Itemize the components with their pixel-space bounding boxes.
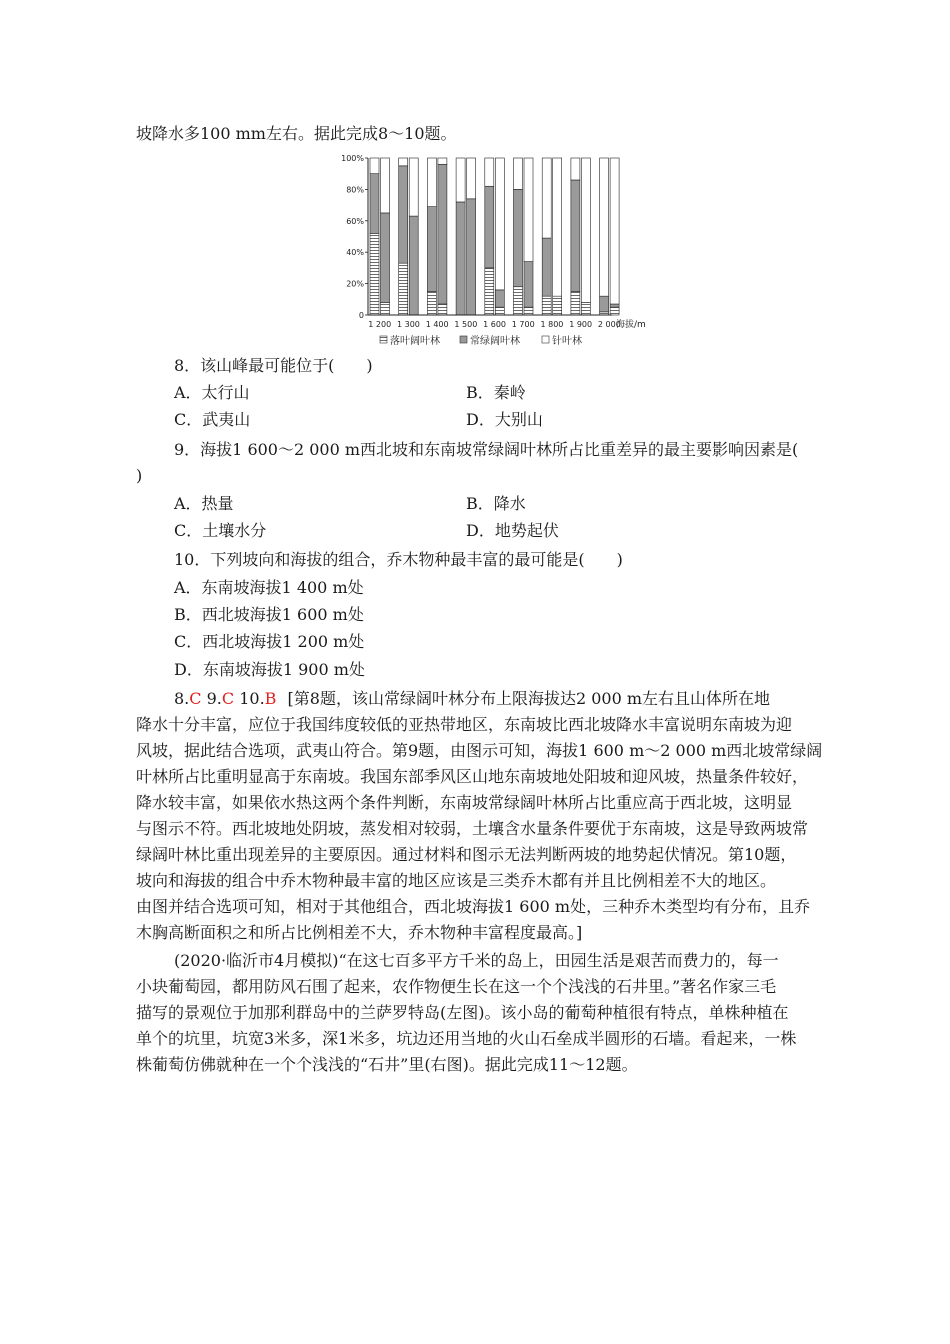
explanation-line-8: 坡向和海拔的组合中乔木物种最丰富的地区应该是三类乔木都有并且比例相差不大的地区。 [136, 871, 777, 890]
x-axis-label: 海拔/m [616, 320, 646, 330]
bar-segment-se-0 [524, 307, 533, 315]
legend-label-evergreen: 常绿阔叶林 [470, 336, 520, 347]
explanation-line-6: 与图示不符。西北坡地处阴坡，蒸发相对较弱，土壤含水量条件要优于东南坡，这是导致两坡常 [136, 819, 809, 838]
bar-segment-nw-0 [485, 268, 494, 315]
bar-segment-se-2 [610, 158, 619, 304]
bar-segment-nw-0 [542, 296, 551, 315]
bar-segment-se-1 [495, 290, 504, 307]
explanation-line-3: 风坡，据此结合选项，武夷山符合。第9题，由图示可知，海拔1 600 m～2 000 m西北坡常绿阔 [136, 741, 823, 760]
explanation-text: [第8题，该山常绿阔叶林分布上限海拔达2 000 m左右且山体所在地 [287, 689, 771, 708]
x-tick-label: 1 700 [511, 320, 535, 329]
bar-segment-nw-1 [514, 189, 523, 286]
q8-option-a: A．太行山 [174, 383, 250, 402]
answer-10-choice: B [264, 689, 277, 708]
bar-segment-se-2 [495, 158, 504, 290]
q9-stem-line2: ) [136, 466, 143, 485]
bar-segment-se-0 [381, 302, 390, 315]
bar-segment-nw-0 [427, 291, 436, 315]
q9-option-c: C．土壤水分 [174, 521, 267, 540]
bar-segment-se-1 [381, 213, 390, 302]
bar-segment-nw-2 [485, 158, 494, 186]
bar-segment-nw-1 [427, 207, 436, 292]
bar-segment-se-1 [524, 262, 533, 308]
bar-segment-se-2 [553, 158, 562, 296]
bar-segment-nw-1 [542, 238, 551, 296]
bar-segment-nw-2 [399, 158, 408, 166]
x-tick-label: 1 600 [483, 320, 507, 329]
passage-line-1: (2020·临沂市4月模拟)“在这七百多平方千米的岛上，田园生活是艰苦而费力的，每一 [174, 951, 779, 970]
q10-option-d: D．东南坡海拔1 900 m处 [174, 660, 365, 679]
passage-line-3: 描写的景观位于加那利群岛中的兰萨罗特岛(左图)。该小岛的葡萄种植很有特点，单株种植在 [136, 1003, 789, 1022]
bar-segment-se-2 [524, 158, 533, 262]
y-tick-label: 0 [358, 311, 364, 320]
legend-label-conifer: 针叶林 [552, 336, 582, 347]
answer-8-choice: C [189, 689, 202, 708]
bar-segment-nw-1 [456, 202, 465, 315]
bar-segment-nw-0 [514, 287, 523, 315]
bar-segment-nw-2 [370, 158, 379, 174]
answer-9-choice: C [221, 689, 235, 708]
bar-segment-nw-2 [600, 158, 609, 296]
bar-segment-nw-2 [456, 158, 465, 202]
answer-9-number: 9. [206, 689, 222, 708]
explanation-line-4: 叶林所占比重明显高于东南坡。我国东部季风区山地东南坡地处阳坡和迎风坡，热量条件较好， [136, 767, 809, 786]
answer-8-number: 8. [174, 689, 190, 708]
q9-option-d: D．地势起伏 [466, 521, 559, 540]
q10-option-b: B．西北坡海拔1 600 m处 [174, 605, 364, 624]
q10-option-c: C．西北坡海拔1 200 m处 [174, 632, 365, 651]
x-tick-label: 2 000 [597, 320, 621, 329]
passage-line-5: 株葡萄仿佛就种在一个个浅浅的“石井”里(右图)。据此完成11～12题。 [136, 1055, 638, 1074]
answer-line-1 [174, 689, 770, 709]
bar-segment-nw-0 [571, 291, 580, 315]
stacked-bar-chart [330, 150, 670, 350]
q8-option-d: D．大别山 [466, 410, 543, 429]
bar-segment-se-0 [553, 296, 562, 315]
q10-option-a: A．东南坡海拔1 400 m处 [174, 578, 364, 597]
bar-segment-se-0 [581, 302, 590, 315]
bar-segment-se-1 [467, 199, 476, 315]
explanation-line-2: 降水十分丰富，应位于我国纬度较低的亚热带地区，东南坡比西北坡降水丰富说明东南坡为迎 [136, 715, 793, 734]
bar-segment-nw-2 [427, 158, 436, 207]
x-tick-label: 1 400 [425, 320, 449, 329]
x-tick-label: 1 900 [569, 320, 593, 329]
x-tick-label: 1 300 [396, 320, 420, 329]
bar-segment-nw-1 [370, 174, 379, 234]
bar-segment-se-2 [381, 158, 390, 213]
legend-swatch-deciduous [380, 336, 387, 343]
y-tick-label: 20% [346, 279, 364, 289]
bar-segment-se-2 [467, 158, 476, 199]
bar-segment-se-2 [409, 158, 418, 216]
bar-segment-se-2 [581, 158, 590, 302]
explanation-line-5: 降水较丰富，如果依水热这两个条件判断，东南坡常绿阔叶林所占比重应高于西北坡，这明显 [136, 793, 793, 812]
bar-segment-se-2 [438, 158, 447, 164]
bar-segment-nw-1 [485, 186, 494, 268]
bar-segment-nw-1 [600, 296, 609, 312]
x-tick-label: 1 500 [454, 320, 478, 329]
bar-segment-nw-1 [571, 180, 580, 291]
intro-text: 坡降水多100 mm左右。据此完成8～10题。 [136, 124, 457, 143]
passage-line-4: 单个的坑里，坑宽3米多，深1米多，坑边还用当地的火山石垒成半圆形的石墙。看起来，一株 [136, 1029, 797, 1048]
explanation-line-10: 木胸高断面积之和所占比例相差不大，乔木物种丰富程度最高。] [136, 923, 583, 942]
explanation-line-9: 由图并结合选项可知，相对于其他组合，西北坡海拔1 600 m处，三种乔木类型均有分布，且乔 [136, 897, 811, 916]
explanation-line-7: 绿阔叶林比重出现差异的主要原因。通过材料和图示无法判断两坡的地势起伏情况。第10题， [136, 845, 797, 864]
legend-swatch-conifer [542, 336, 549, 343]
bar-segment-se-0 [495, 307, 504, 315]
answer-10-number: 10. [239, 689, 265, 708]
bar-segment-se-1 [610, 304, 619, 307]
bar-segment-nw-1 [399, 166, 408, 263]
legend-swatch-evergreen [460, 336, 467, 343]
bar-segment-nw-0 [399, 263, 408, 315]
bar-segment-nw-2 [571, 158, 580, 180]
y-tick-label: 80% [346, 185, 364, 195]
bar-segment-se-1 [409, 216, 418, 315]
x-tick-label: 1 800 [540, 320, 564, 329]
x-tick-label: 1 200 [368, 320, 392, 329]
bar-segment-se-1 [438, 164, 447, 304]
y-tick-label: 60% [346, 216, 364, 226]
q9-option-a: A．热量 [174, 494, 234, 513]
q8-option-b: B．秦岭 [466, 383, 526, 402]
q9-stem-line1: 9．海拔1 600～2 000 m西北坡和东南坡常绿阔叶林所占比重差异的最主要影响因素是( [174, 440, 799, 459]
y-tick-label: 40% [346, 248, 364, 258]
bar-segment-se-0 [610, 307, 619, 315]
q8-option-c: C．武夷山 [174, 410, 251, 429]
passage-line-2: 小块葡萄园，都用防风石围了起来，农作物便生长在这一个个浅浅的石井里。”著名作家三毛 [136, 977, 777, 996]
q9-option-b: B．降水 [466, 494, 526, 513]
bar-segment-nw-2 [514, 158, 523, 189]
q8-stem: 8．该山峰最可能位于( ) [174, 356, 373, 375]
q10-stem: 10．下列坡向和海拔的组合，乔木物种最丰富的最可能是( ) [174, 550, 623, 569]
bar-segment-nw-0 [370, 233, 379, 315]
y-tick-label: 100% [341, 154, 364, 163]
bar-segment-se-0 [438, 304, 447, 315]
legend-label-deciduous: 落叶阔叶林 [390, 336, 440, 347]
bar-segment-nw-2 [542, 158, 551, 238]
